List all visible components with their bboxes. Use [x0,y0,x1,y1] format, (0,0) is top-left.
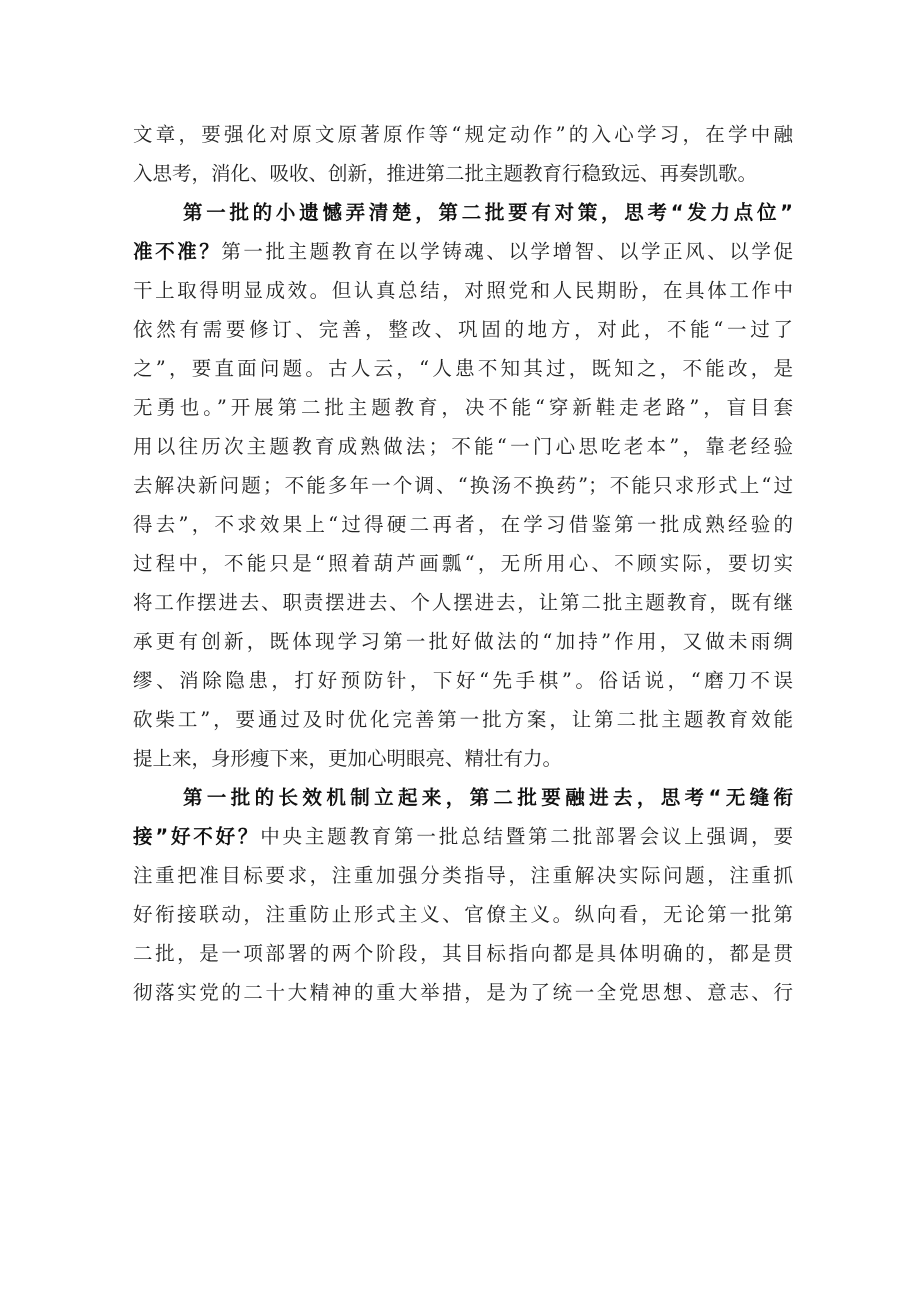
text-line: 之”，要直面问题。古人云，“人患不知其过，既知之，不能改，是 [133,357,793,380]
text-line: 得去”，不求效果上“过得硬二再者，在学习借鉴第一批成熟经验的 [133,513,793,536]
text-line: 好衔接联动，注重防止形式主义、官僚主义。纵向看，无论第一批第 [133,903,793,926]
text-line: 注重把准目标要求，注重加强分类指导，注重解决实际问题，注重抓 [133,864,793,887]
text-line: 干上取得明显成效。但认真总结，对照党和人民期盼，在具体工作中 [133,279,793,302]
text-line: 彻落实党的二十大精神的重大举措，是为了统一全党思想、意志、行 [133,981,793,1004]
bold-heading: 第一批的小遗憾弄清楚，第二批要有对策，思考“发力点位” [183,201,793,224]
bold-heading: 准不准？ [133,240,222,263]
text-line: 提上来，身形瘦下来，更加心明眼亮、精壮有力。 [133,747,563,770]
paragraph-heading-line [133,778,793,817]
body-text [133,115,793,1012]
text-line: 入思考，消化、吸收、创新，推进第二批主题教育行稳致远、再奏凯歌。 [133,162,758,185]
text-line: 二批，是一项部署的两个阶段，其目标指向都是具体明确的，都是贯 [133,942,793,965]
text-line: 接”好不好？中央主题教育第一批总结暨第二批部署会议上强调，要 [133,825,793,848]
text-line: 文章，要强化对原文原著原作等“规定动作”的入心学习，在学中融 [133,123,793,146]
text-line: 去解决新问题；不能多年一个调、“换汤不换药”；不能只求形式上“过 [133,474,793,497]
text-line: 缪、消除隐患，打好预防针，下好“先手棋”。俗话说，“磨刀不误 [133,669,793,692]
text-line: 将工作摆进去、职责摆进去、个人摆进去，让第二批主题教育，既有继 [133,591,793,614]
text-line: 砍柴工”，要通过及时优化完善第一批方案，让第二批主题教育效能 [133,708,793,731]
bold-heading: 接”好不好？ [133,825,261,848]
text-line: 过程中，不能只是“照着葫芦画瓢“，无所用心、不顾实际，要切实 [133,552,793,575]
paragraph-heading-line [133,193,793,232]
text-line: 准不准？第一批主题教育在以学铸魂、以学增智、以学正风、以学促 [133,240,793,263]
text-line: 依然有需要修订、完善，整改、巩固的地方，对此，不能“一过了 [133,318,793,341]
text-line: 用以往历次主题教育成熟做法；不能“一门心思吃老本”，靠老经验 [133,435,793,458]
bold-heading: 第一批的长效机制立起来，第二批要融进去，思考“无缝衔 [183,786,793,809]
text-line: 承更有创新，既体现学习第一批好做法的“加持”作用，又做未雨绸 [133,630,793,653]
text-line: 无勇也。”开展第二批主题教育，决不能“穿新鞋走老路”，盲目套 [133,396,793,419]
